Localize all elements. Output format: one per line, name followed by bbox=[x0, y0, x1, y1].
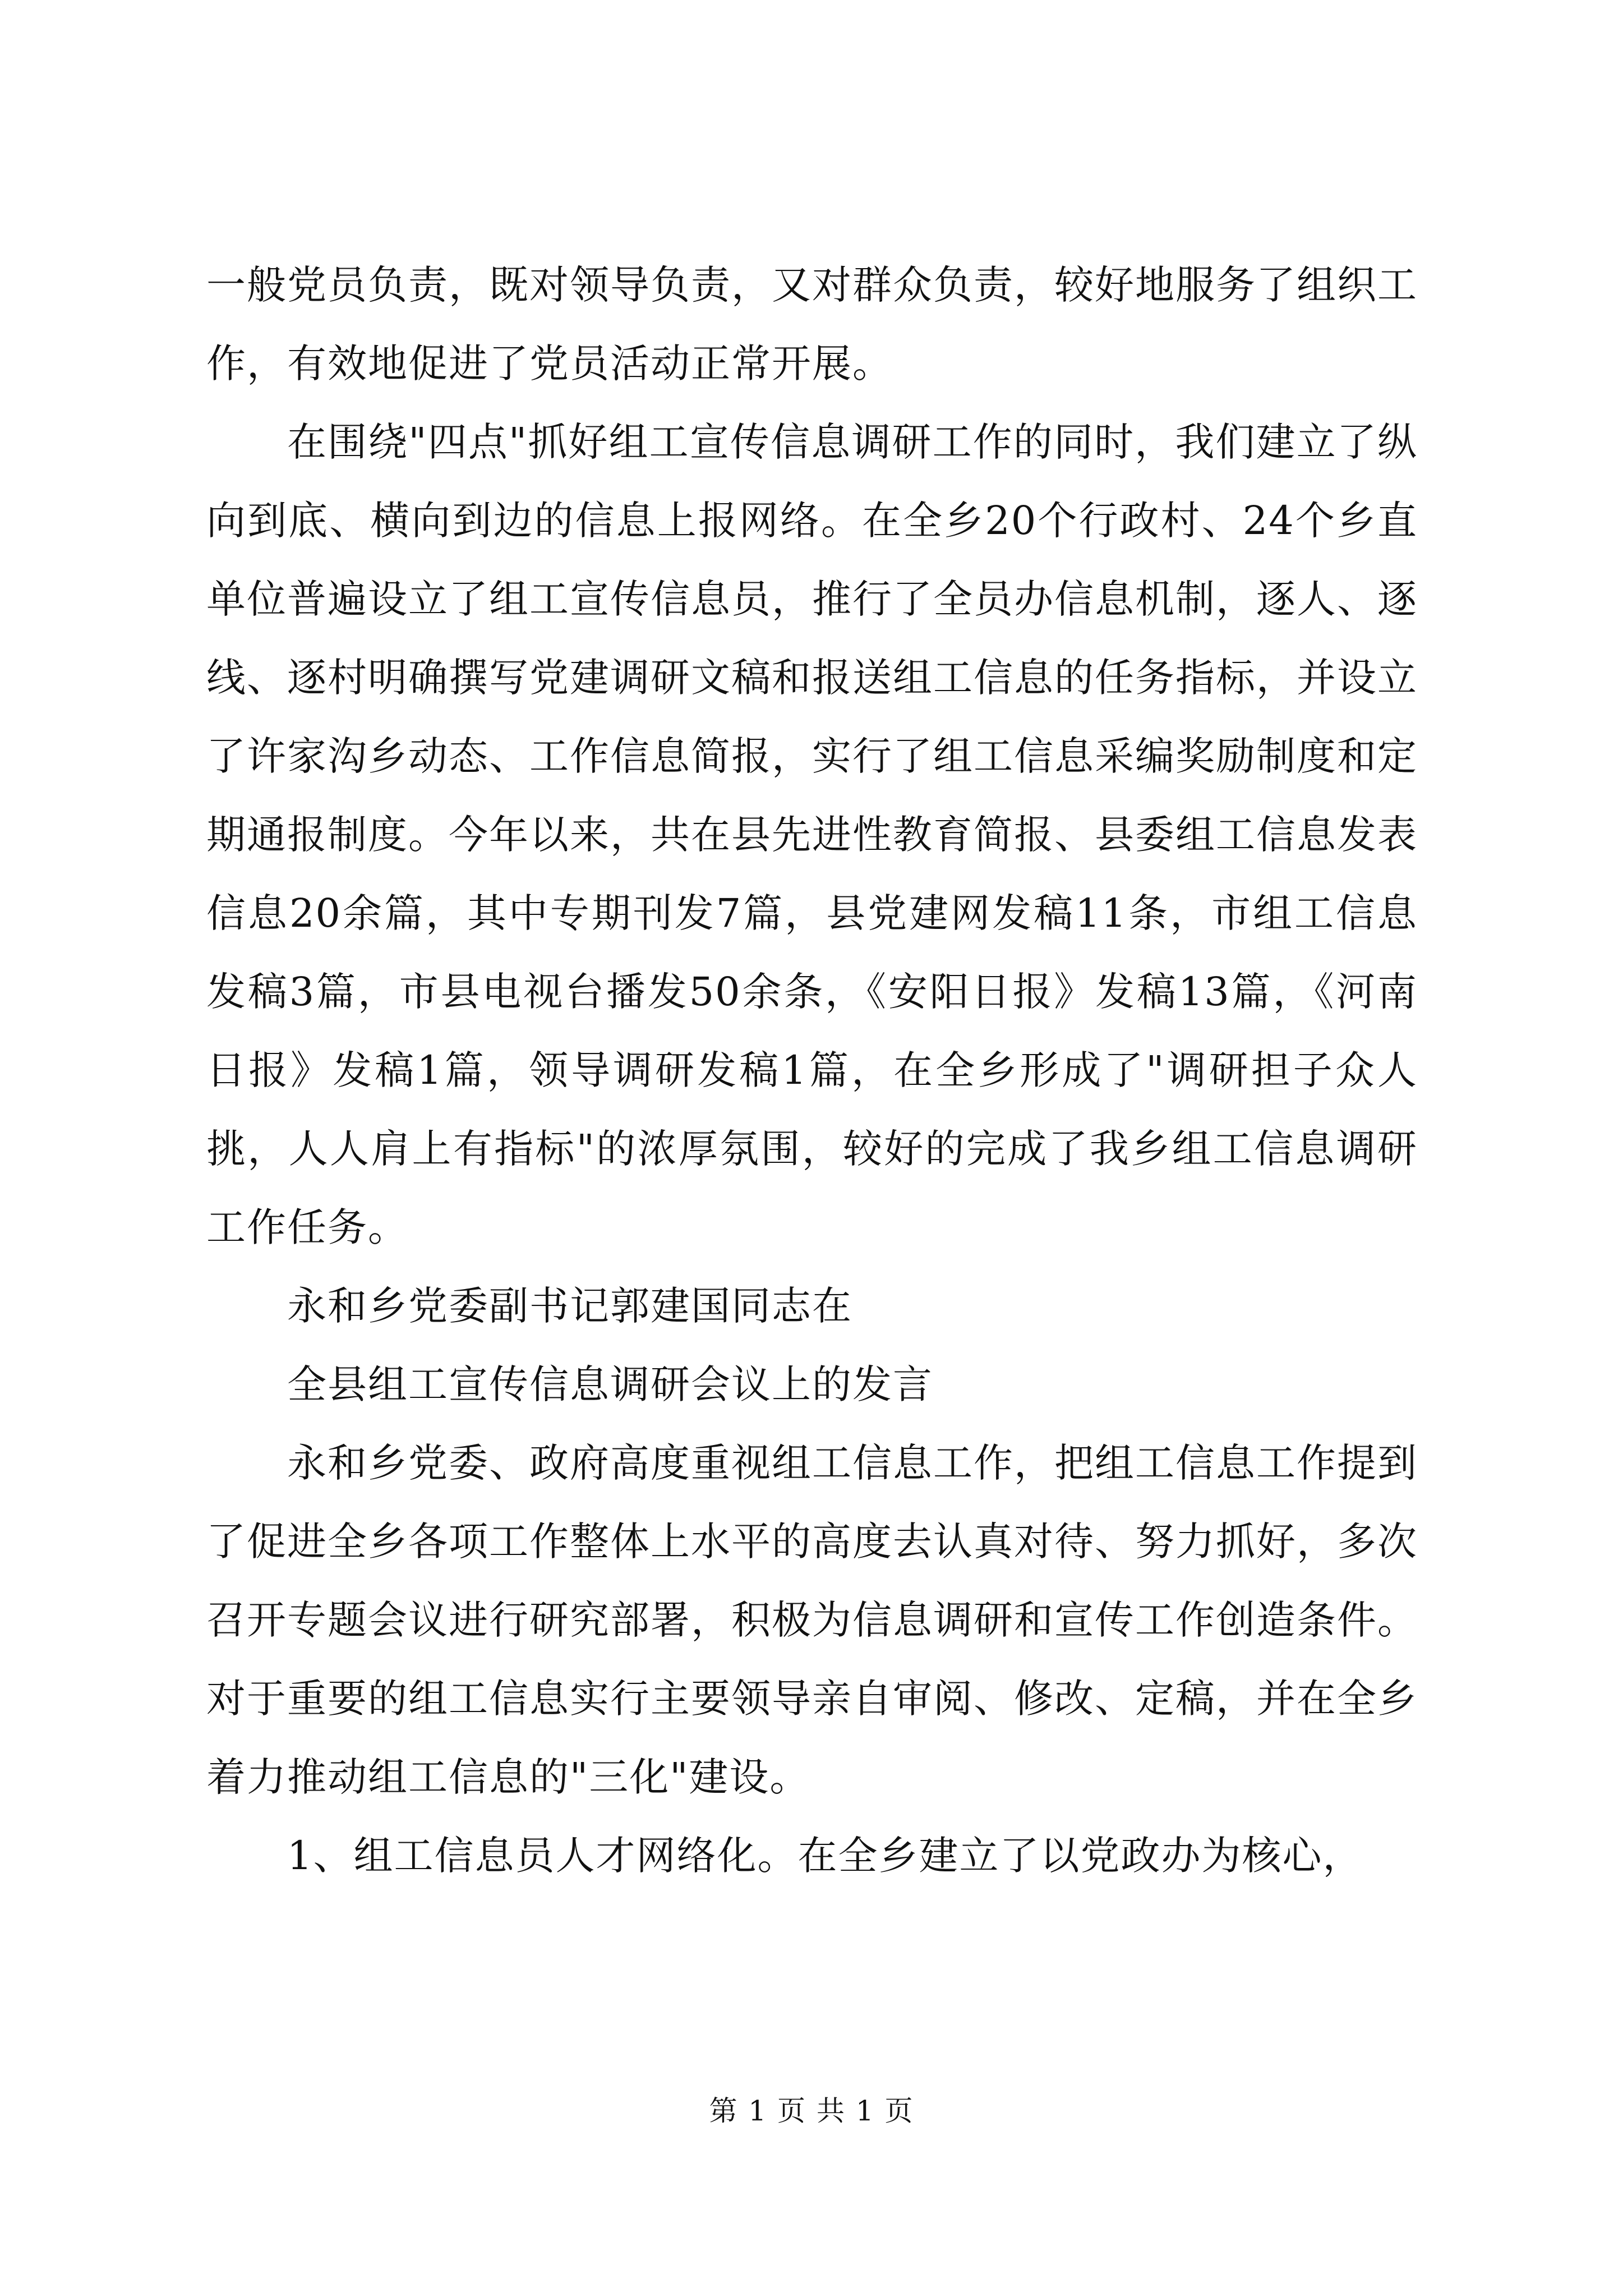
document-body bbox=[206, 246, 1418, 1895]
paragraph-continuation: 一般党员负责，既对领导负责，又对群众负责，较好地服务了组织工作，有效地促进了党员活动正常开展。 bbox=[206, 262, 1418, 386]
speech-title-line-1: 永和乡党委副书记郭建国同志在 bbox=[287, 1283, 852, 1329]
paragraph-info-network: 在围绕"四点"抓好组工宣传信息调研工作的同时，我们建立了纵向到底、横向到边的信息上报网络。在全乡20个行政村、24个乡直单位普遍设立了组工宣传信息员，推行了全员办信息机制，逐人、逐线、逐村明确撰写党建调研文稿和报送组工信息的任务指标，并设立了许家沟乡动态、工作信息简报，实行了组工信息采编奖励制度和定期通报制度。今年以来，共在县先进性教育简报、县委组工信息发表信息20余篇，其中专期刊发7篇，县党建网发稿11条，市组工信息发稿3篇，市县电视台播发50余条，《安阳日报》发稿13篇，《河南日报》发稿1篇，领导调研发稿1篇，在全乡形成了"调研担子众人挑，人人肩上有指标"的浓厚氛围，较好的完成了我乡组工信息调研工作任务。 bbox=[206, 419, 1418, 1250]
page-footer: 第 1 页 共 1 页 bbox=[709, 2095, 914, 2127]
paragraph-item-1: 1、组工信息员人才网络化。在全乡建立了以党政办为核心， bbox=[287, 1833, 1363, 1879]
paragraph-party-committee: 永和乡党委、政府高度重视组工信息工作，把组工信息工作提到了促进全乡各项工作整体上水平的高度去认真对待、努力抓好，多次召开专题会议进行研究部署，积极为信息调研和宣传工作创造条件。对于重要的组工信息实行主要领导亲自审阅、修改、定稿，并在全乡着力推动组工信息的"三化"建设。 bbox=[206, 1440, 1418, 1800]
speech-title-line-2: 全县组工宣传信息调研会议上的发言 bbox=[287, 1361, 933, 1407]
